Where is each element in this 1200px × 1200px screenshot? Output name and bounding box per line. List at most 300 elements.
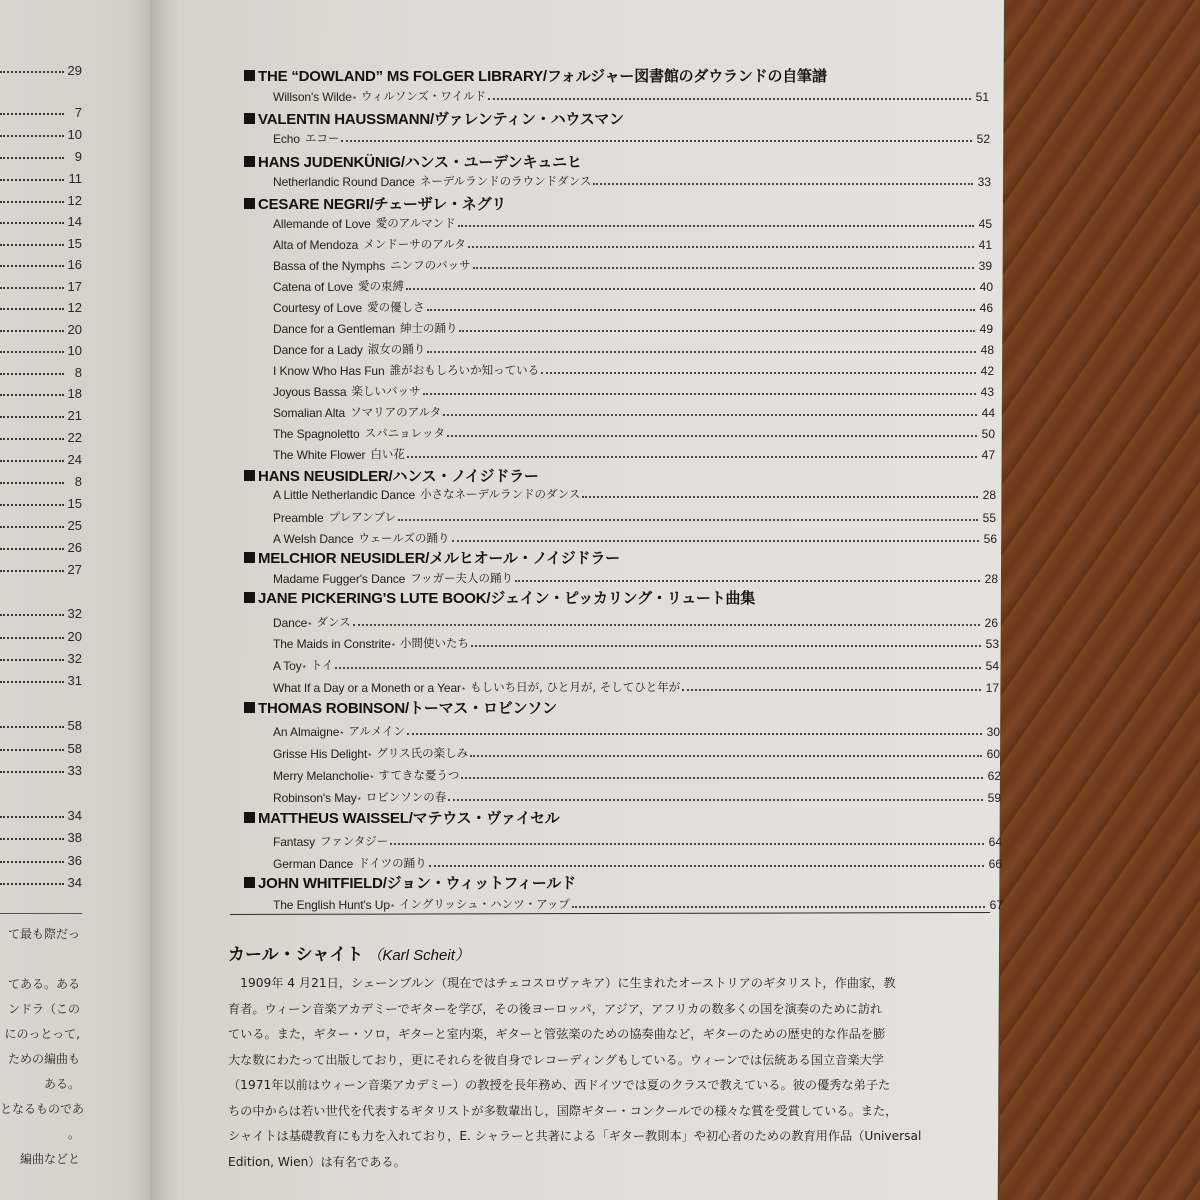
piece-title-english: A Little Netherlandic Dance	[273, 488, 416, 502]
page-number: 58	[67, 718, 82, 733]
left-toc-row	[0, 713, 82, 733]
dot-leader	[0, 135, 64, 137]
dot-leader	[0, 771, 64, 773]
page-number: 67	[989, 898, 1003, 912]
left-page-text-fragments	[0, 922, 85, 1172]
dot-leader	[443, 414, 977, 416]
dot-leader	[0, 222, 64, 224]
biography-section	[228, 940, 988, 1175]
left-text-fragment: ある。	[43, 1077, 80, 1091]
left-toc-row	[0, 338, 82, 358]
dot-leader	[0, 482, 64, 484]
biography-line: 大な数にわたって出版しており，更にそれらを彼自身でレコーディングもしている。ウィーンでは伝統ある国立音楽大学	[228, 1052, 884, 1067]
page-number: 18	[67, 386, 82, 401]
piece-title-japanese: 小さなネーデルランドのダンス	[420, 487, 581, 501]
page-number: 15	[67, 496, 82, 511]
toc-entry	[273, 894, 1003, 912]
left-toc-row	[0, 668, 82, 688]
dot-leader	[488, 98, 971, 100]
left-text-fragment: ための編曲も	[7, 1052, 80, 1066]
dot-leader	[470, 755, 982, 757]
toc-entry	[273, 507, 996, 525]
biography-line: 育者。ウィーン音楽アカデミーでギターを学び，その後ヨーロッパ，アジア，アフリカの数多くの国を演奏のために訪れ	[228, 1001, 883, 1016]
footnote-asterisk-icon: *	[302, 664, 306, 673]
piece-title-japanese: もしいち日が, ひと月が, そしてひと年が	[470, 680, 681, 694]
left-text-fragment: 編曲などと	[19, 1152, 80, 1166]
dot-leader	[0, 330, 64, 332]
square-bullet-icon	[244, 70, 255, 81]
dot-leader	[341, 140, 972, 142]
dot-leader	[0, 71, 64, 73]
page-number: 11	[68, 171, 82, 186]
dot-leader	[407, 456, 977, 458]
dot-leader	[0, 526, 64, 528]
left-text-fragment: て最も際だっ	[7, 927, 80, 941]
page-number: 26	[67, 540, 82, 555]
square-bullet-icon	[244, 877, 255, 888]
toc-entry	[273, 360, 994, 378]
dot-leader	[458, 225, 974, 227]
composer-name: HANS NEUSIDLER/ハンス・ノイジドラー	[258, 467, 539, 485]
dot-leader	[447, 435, 977, 437]
piece-title-english: Dance	[273, 616, 308, 630]
biography-heading	[228, 940, 988, 965]
toc-entry	[273, 655, 999, 673]
dot-leader	[515, 580, 980, 582]
toc-entry	[273, 213, 992, 231]
piece-title-english: Dance for a Lady	[273, 343, 363, 357]
left-toc-row	[0, 360, 82, 380]
composer-heading	[244, 546, 620, 568]
page-number: 55	[982, 511, 996, 525]
page-number: 28	[984, 572, 998, 586]
toc-entry	[273, 234, 992, 252]
piece-title-english: The Maids in Constrite	[273, 637, 391, 651]
dot-leader	[0, 201, 64, 203]
piece-title-english: Netherlandic Round Dance	[273, 175, 415, 189]
square-bullet-icon	[244, 552, 255, 563]
piece-title-english: Bassa of the Nymphs	[273, 259, 386, 273]
toc-entry	[273, 721, 1000, 739]
piece-title-japanese: スパニョレッタ	[364, 426, 445, 440]
page-number: 15	[67, 236, 82, 251]
composer-heading	[244, 696, 557, 718]
page-number: 8	[74, 365, 82, 380]
dot-leader	[448, 799, 983, 801]
left-toc-row	[0, 144, 82, 164]
dot-leader	[427, 309, 975, 311]
left-text-fragment: 。	[67, 1127, 80, 1141]
piece-title-japanese: エコー	[304, 131, 340, 145]
piece-title-english: Allemande of Love	[273, 217, 371, 231]
piece-title-japanese: ウィルソンズ・ワイルド	[360, 89, 487, 103]
composer-name: MELCHIOR NEUSIDLER/メルヒオール・ノイジドラー	[258, 549, 620, 567]
piece-title-english: The Spagnoletto	[273, 427, 360, 441]
piece-title-japanese: フッガー夫人の踊り	[410, 571, 513, 585]
biography-line: シャイトは基礎教育にも力を入れており，E. シャラーと共著による「ギター教則本」や初心者のための教育用作品（Universal	[228, 1129, 922, 1143]
piece-title-japanese: ドイツの踊り	[358, 856, 427, 870]
page-number: 24	[67, 452, 82, 467]
piece-title-english: Merry Melancholie	[273, 769, 370, 783]
left-toc-row	[0, 425, 82, 445]
book-gutter	[150, 0, 180, 1200]
toc-entry	[273, 255, 992, 273]
biography-line: ちの中からは若い世代を代表するギタリストが多数輩出し，国際ギター・コンクールでの様々な賞を受賞している。また，	[228, 1103, 898, 1118]
page-number: 45	[978, 217, 992, 231]
page-number: 27	[67, 562, 82, 577]
dot-leader	[0, 416, 64, 418]
dot-leader	[593, 183, 973, 185]
biography-line: （1971年以前はウィーン音楽アカデミー）の教授を長年務め、西ドイツでは夏のクラスで教えている。彼の優秀な弟子た	[228, 1078, 891, 1092]
square-bullet-icon	[244, 702, 255, 713]
toc-entry	[273, 612, 998, 630]
left-text-fragment: にのっとって,	[4, 1027, 80, 1041]
dot-leader	[0, 883, 64, 885]
page-number: 59	[987, 791, 1001, 805]
page-number: 12	[67, 193, 82, 208]
toc-entry	[273, 743, 1000, 761]
dot-leader	[468, 246, 974, 248]
page-number: 9	[74, 149, 82, 164]
page-number: 36	[67, 853, 82, 868]
dot-leader	[541, 372, 976, 374]
dot-leader	[0, 504, 64, 506]
left-toc-row	[0, 209, 82, 229]
left-text-fragment: ンドラ（この	[7, 1002, 80, 1016]
dot-leader	[0, 265, 64, 267]
dot-leader	[406, 288, 975, 290]
left-toc-row	[0, 491, 82, 511]
left-toc-row	[0, 736, 82, 756]
left-toc-row	[0, 58, 82, 78]
composer-heading	[244, 806, 560, 828]
dot-leader	[0, 394, 64, 396]
piece-title-japanese: ネーデルランドのラウンドダンス	[419, 174, 592, 188]
page-number: 12	[67, 300, 82, 315]
piece-title-japanese: ファンタジー	[320, 834, 389, 848]
page-number: 22	[67, 430, 82, 445]
dot-leader	[429, 865, 984, 867]
page-number: 60	[986, 747, 1000, 761]
left-toc-row	[0, 447, 82, 467]
left-toc-row	[0, 122, 82, 142]
piece-title-english: Robinson's May	[273, 791, 357, 805]
toc-entry	[273, 297, 993, 315]
left-toc-row	[0, 188, 82, 208]
toc-entry	[273, 831, 1002, 849]
square-bullet-icon	[244, 812, 255, 823]
left-page-divider	[0, 913, 82, 914]
piece-title-japanese: 愛のアルマンド	[375, 216, 456, 230]
piece-title-english: Madame Fugger's Dance	[273, 572, 406, 586]
toc-entry	[273, 765, 1001, 783]
square-bullet-icon	[244, 470, 255, 481]
dot-leader	[461, 777, 983, 779]
toc-entry	[273, 677, 999, 695]
dot-leader	[459, 330, 975, 332]
toc-entry	[273, 787, 1001, 805]
page-number: 14	[67, 214, 82, 229]
dot-leader	[0, 637, 64, 639]
page-number: 39	[978, 259, 992, 273]
left-toc-row	[0, 252, 82, 272]
composer-name: VALENTIN HAUSSMANN/ヴァレンティン・ハウスマン	[258, 110, 624, 128]
left-toc-row	[0, 624, 82, 644]
biography-line: ている。また，ギター・ソロ，ギターと室内楽，ギターと管弦楽のための協奏曲など，ギターのための歴史的な作品を膨	[228, 1027, 886, 1041]
dot-leader	[0, 681, 64, 683]
left-toc-row	[0, 758, 82, 778]
left-toc-row	[0, 825, 82, 845]
page-number: 34	[67, 875, 82, 890]
toc-entry	[273, 402, 995, 420]
page-number: 51	[975, 90, 989, 104]
toc-entry	[273, 423, 995, 441]
composer-name: JANE PICKERING'S LUTE BOOK/ジェイン・ピッカリング・リュート曲集	[258, 589, 756, 607]
toc-entry	[273, 633, 999, 651]
biography-line: Edition, Wien）は有名である。	[228, 1154, 406, 1169]
composer-name: JOHN WHITFIELD/ジョン・ウィットフィールド	[258, 874, 576, 892]
dot-leader	[0, 749, 64, 751]
page-number: 17	[985, 681, 999, 695]
page-number: 25	[67, 518, 82, 533]
dot-leader	[0, 438, 64, 440]
page-number: 54	[985, 659, 999, 673]
piece-title-japanese: プレアンブレ	[328, 510, 397, 524]
dot-leader	[0, 726, 64, 728]
composer-name: CESARE NEGRI/チェーザレ・ネグリ	[258, 195, 507, 213]
page-number: 46	[979, 301, 993, 315]
dot-leader	[398, 519, 978, 521]
toc-entry	[273, 444, 995, 462]
dot-leader	[0, 614, 64, 616]
piece-title-japanese: 淑女の踊り	[367, 342, 426, 356]
left-toc-row	[0, 295, 82, 315]
dot-leader	[423, 393, 976, 395]
page-number: 34	[67, 808, 82, 823]
piece-title-english: An Almaigne	[273, 725, 340, 739]
toc-entry	[273, 171, 991, 189]
toc-entry	[273, 86, 989, 104]
piece-title-japanese: ニンフのバッサ	[390, 258, 471, 272]
dot-leader	[353, 624, 980, 626]
left-toc-row	[0, 166, 82, 186]
composer-name: THOMAS ROBINSON/トーマス・ロビンソン	[258, 699, 557, 717]
piece-title-japanese: 白い花	[370, 447, 405, 461]
left-toc-row	[0, 870, 82, 890]
piece-title-japanese: 小間使いたち	[399, 636, 469, 650]
piece-title-japanese: メンドーサのアルタ	[363, 237, 466, 251]
dot-leader	[0, 351, 64, 353]
page-number: 8	[74, 474, 82, 489]
toc-entry	[273, 318, 993, 336]
page-number: 28	[982, 488, 996, 502]
page-number: 30	[986, 725, 1000, 739]
footnote-asterisk-icon: *	[391, 642, 395, 651]
dot-leader	[390, 843, 984, 845]
piece-title-japanese: 愛の優しさ	[367, 300, 425, 314]
left-toc-row	[0, 403, 82, 423]
left-toc-row	[0, 646, 82, 666]
piece-title-english: Grisse His Delight	[273, 747, 368, 761]
composer-name: HANS JUDENKÜNIG/ハンス・ユーデンキュニヒ	[258, 153, 582, 171]
dot-leader	[0, 570, 64, 572]
dot-leader	[0, 548, 64, 550]
page-number: 66	[988, 857, 1002, 871]
page-number: 62	[987, 769, 1001, 783]
page-number: 44	[981, 406, 995, 420]
left-text-fragment: てある。ある	[7, 977, 80, 991]
toc-entry	[273, 339, 994, 357]
left-toc-row	[0, 557, 82, 577]
page-number: 10	[67, 127, 82, 142]
left-toc-row	[0, 535, 82, 555]
page-number: 38	[67, 830, 82, 845]
page-number: 58	[67, 741, 82, 756]
composer-heading	[244, 192, 506, 214]
page-number: 43	[980, 385, 994, 399]
piece-title-english: Joyous Bassa	[273, 385, 347, 399]
composer-name: MATTHEUS WAISSEL/マテウス・ヴァイセル	[258, 809, 560, 827]
page-number: 56	[983, 532, 997, 546]
page-number: 42	[980, 364, 994, 378]
page-number: 49	[979, 322, 993, 336]
composer-heading	[244, 871, 576, 893]
dot-leader	[0, 157, 64, 159]
piece-title-english: A Welsh Dance	[273, 532, 354, 546]
composer-heading	[244, 107, 624, 129]
page-number: 52	[976, 132, 990, 146]
square-bullet-icon	[244, 198, 255, 209]
page-number: 20	[67, 629, 82, 644]
piece-title-english: Echo	[273, 132, 300, 146]
toc-entry	[273, 128, 990, 146]
piece-title-english: Preamble	[273, 511, 324, 525]
piece-title-japanese: ロビンソンの春	[365, 790, 447, 804]
footnote-asterisk-icon: *	[308, 621, 312, 630]
piece-title-japanese: 愛の束縛	[358, 279, 404, 293]
biography-name-latin: （Karl Scheit）	[367, 947, 470, 964]
page-number: 47	[981, 448, 995, 462]
left-toc-row	[0, 231, 82, 251]
piece-title-english: Somalian Alta	[273, 406, 346, 420]
biography-text	[228, 971, 988, 1175]
biography-name-ja: カール・シャイト	[228, 945, 364, 965]
square-bullet-icon	[244, 592, 255, 603]
page-number: 48	[980, 343, 994, 357]
toc-entry	[273, 276, 993, 294]
footnote-asterisk-icon: *	[340, 730, 344, 739]
piece-title-japanese: ダンス	[316, 615, 351, 629]
page-number: 53	[985, 637, 999, 651]
dot-leader	[0, 838, 64, 840]
dot-leader	[0, 861, 64, 863]
piece-title-english: Alta of Mendoza	[273, 238, 359, 252]
piece-title-english: I Know Who Has Fun	[273, 364, 385, 378]
dot-leader	[0, 373, 64, 375]
dot-leader	[682, 689, 981, 691]
dot-leader	[407, 733, 982, 735]
wooden-table-background	[1000, 0, 1200, 1200]
toc-entry	[273, 381, 994, 399]
toc-entry	[273, 853, 1002, 871]
page-number: 17	[67, 279, 82, 294]
dot-leader	[0, 244, 64, 246]
dot-leader	[572, 906, 985, 908]
page-number: 10	[67, 343, 82, 358]
biography-line: 1909年 4 月21日，シェーンブルン（現在ではチェコスロヴァキア）に生まれたオーストリアのギタリスト，作曲家，教	[228, 976, 896, 990]
piece-title-english: Courtesy of Love	[273, 301, 363, 315]
page-number: 29	[67, 63, 82, 78]
dot-leader	[0, 659, 64, 661]
page-number: 32	[67, 606, 82, 621]
dot-leader	[0, 113, 64, 115]
piece-title-japanese: イングリッシュ・ハンツ・アップ	[399, 897, 570, 911]
square-bullet-icon	[244, 156, 255, 167]
footnote-asterisk-icon: *	[390, 903, 395, 912]
dot-leader	[0, 816, 64, 818]
page-number: 7	[74, 105, 82, 120]
toc-entry	[273, 484, 996, 502]
piece-title-japanese: 楽しいバッサ	[351, 384, 421, 398]
piece-title-english: A Toy	[273, 659, 302, 673]
piece-title-english: The White Flower	[273, 448, 366, 462]
piece-title-english: Dance for a Gentleman	[273, 322, 395, 336]
footnote-asterisk-icon: *	[357, 796, 361, 805]
composer-heading	[244, 586, 755, 608]
piece-title-japanese: ソマリアのアルタ	[350, 405, 442, 419]
composer-heading	[244, 464, 539, 486]
left-toc-row	[0, 601, 82, 621]
left-text-fragment	[0, 947, 80, 972]
page-number: 64	[988, 835, 1002, 849]
page-number: 40	[979, 280, 993, 294]
piece-title-english: German Dance	[273, 857, 354, 871]
piece-title-japanese: トイ	[310, 658, 334, 672]
piece-title-japanese: アルメイン	[348, 724, 405, 738]
left-toc-row	[0, 317, 82, 337]
piece-title-japanese: すてきな憂うつ	[378, 768, 460, 782]
page-number: 41	[978, 238, 992, 252]
page-number: 32	[67, 651, 82, 666]
page-number: 16	[67, 257, 82, 272]
footnote-asterisk-icon: *	[370, 774, 374, 783]
dot-leader	[473, 267, 974, 269]
left-toc-row	[0, 381, 82, 401]
dot-leader	[0, 287, 64, 289]
dot-leader	[335, 667, 981, 669]
composer-heading	[244, 64, 827, 86]
page-number: 33	[977, 175, 991, 189]
footnote-asterisk-icon: *	[352, 95, 356, 104]
piece-title-english: Catena of Love	[273, 280, 353, 294]
dot-leader	[0, 460, 64, 462]
toc-entry	[273, 568, 998, 586]
toc-entry	[273, 528, 997, 546]
piece-title-english: What If a Day or a Moneth or a Year	[273, 681, 461, 695]
piece-title-english: The English Hunt's Up	[273, 898, 390, 912]
dot-leader	[427, 351, 976, 353]
dot-leader	[0, 179, 64, 181]
dot-leader	[452, 540, 980, 542]
piece-title-japanese: ウェールズの踊り	[358, 531, 450, 545]
page-number: 20	[67, 322, 82, 337]
piece-title-japanese: 紳士の踊り	[399, 321, 458, 335]
left-toc-row	[0, 513, 82, 533]
dot-leader	[471, 645, 981, 647]
left-toc-row	[0, 274, 82, 294]
page-number: 33	[67, 763, 82, 778]
left-toc-row	[0, 848, 82, 868]
